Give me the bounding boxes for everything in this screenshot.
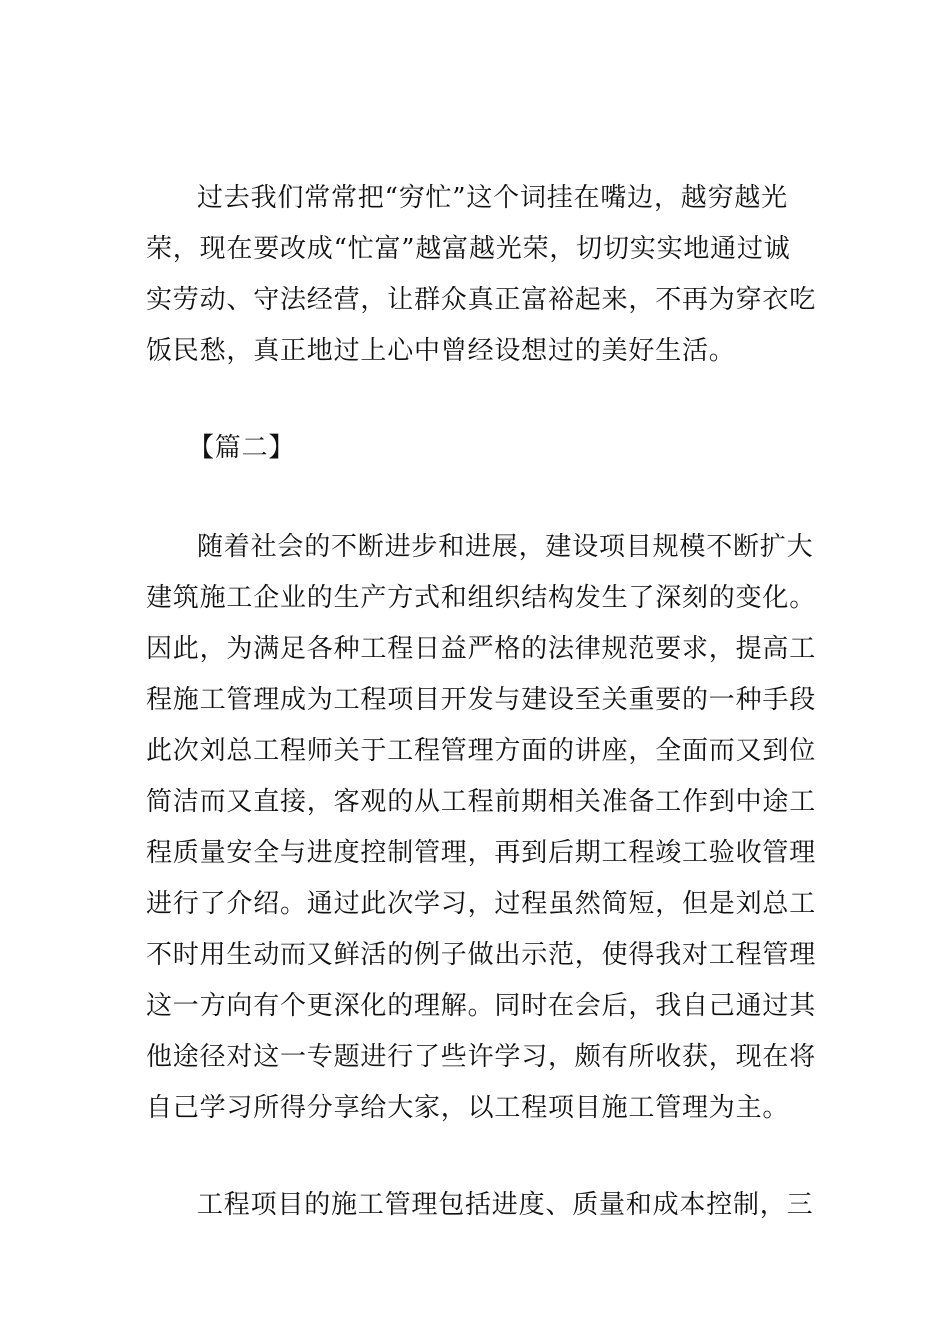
paragraph-2-line-6: 简洁而又直接，客观的从工程前期相关准备工作到中途工 (146, 787, 817, 817)
paragraph-1-line-2: 荣，现在要改成“忙富”越富越光荣，切切实实地通过诚 (146, 234, 791, 264)
section-heading: 【篇二】 (188, 433, 296, 463)
paragraph-2-line-4: 程施工管理成为工程项目开发与建设至关重要的一种手段 (146, 685, 817, 715)
paragraph-2-line-10: 这一方向有个更深化的理解。同时在会后，我自己通过其 (146, 991, 817, 1021)
paragraph-1-line-3: 实劳动、守法经营，让群众真正富裕起来，不再为穿衣吃 (146, 285, 817, 315)
paragraph-2-line-7: 程质量安全与进度控制管理，再到后期工程竣工验收管理 (146, 838, 817, 868)
paragraph-2-line-3: 因此，为满足各种工程日益严格的法律规范要求，提高工 (146, 634, 817, 664)
paragraph-1-line-4: 饭民愁，真正地过上心中曾经设想过的美好生活。 (146, 336, 736, 366)
paragraph-1-line-1: 过去我们常常把“穷忙”这个词挂在嘴边，越穷越光 (197, 183, 788, 213)
paragraph-2-line-12: 自己学习所得分享给大家，以工程项目施工管理为主。 (146, 1093, 790, 1123)
paragraph-2-line-11: 他途径对这一专题进行了些许学习，颇有所收获，现在将 (146, 1042, 817, 1072)
paragraph-2-line-1: 随着社会的不断进步和进展，建设项目规模不断扩大 (197, 532, 814, 562)
paragraph-2-line-8: 进行了介绍。通过此次学习，过程虽然简短，但是刘总工 (146, 889, 817, 919)
paragraph-2-line-9: 不时用生动而又鲜活的例子做出示范，使得我对工程管理 (146, 940, 817, 970)
paragraph-2-line-2: 建筑施工企业的生产方式和组织结构发生了深刻的变化。 (146, 583, 817, 613)
paragraph-3-line-1: 工程项目的施工管理包括进度、质量和成本控制，三 (197, 1190, 814, 1220)
paragraph-2-line-5: 此次刘总工程师关于工程管理方面的讲座，全面而又到位 (146, 736, 817, 766)
